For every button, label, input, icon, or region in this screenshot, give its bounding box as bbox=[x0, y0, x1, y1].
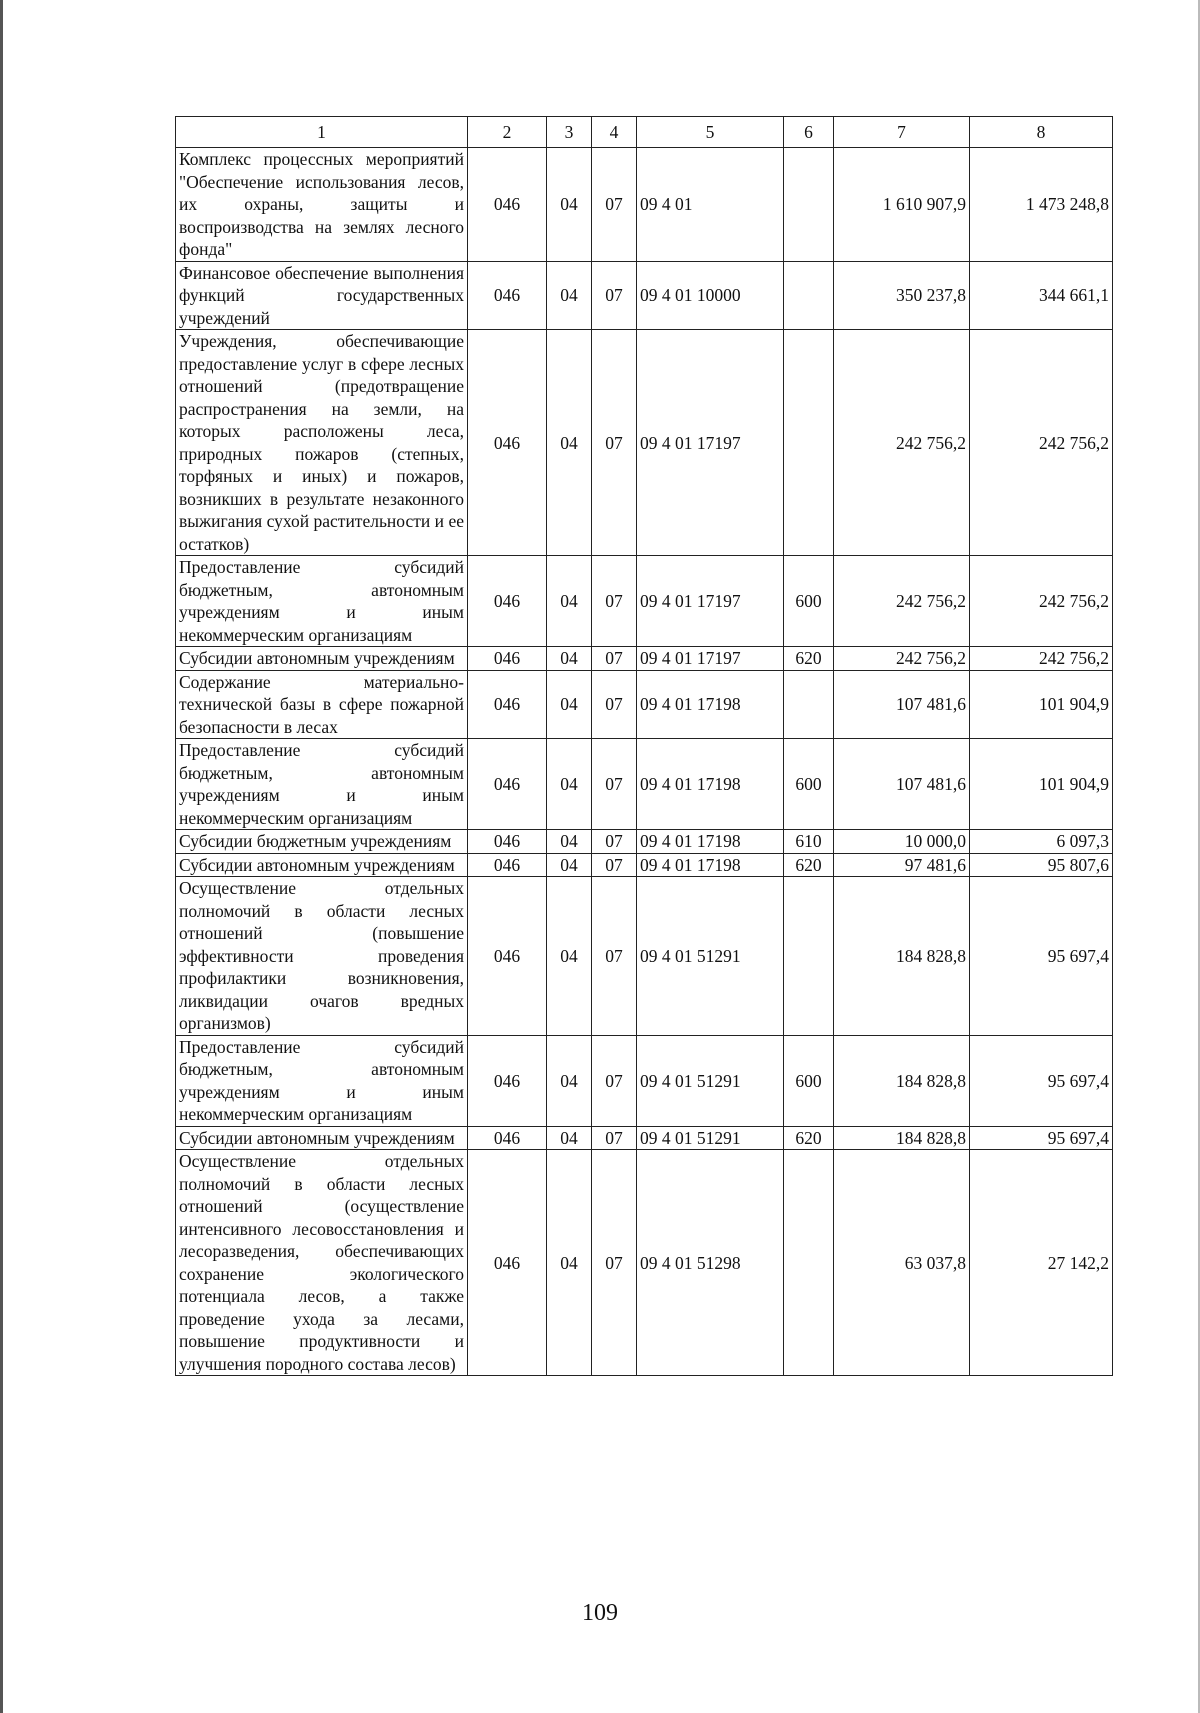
subsection-code: 07 bbox=[592, 830, 637, 854]
table-row bbox=[176, 647, 1113, 671]
subsection-code: 07 bbox=[592, 877, 637, 1036]
section-code: 04 bbox=[547, 647, 592, 671]
target-article-code: 09 4 01 17197 bbox=[637, 330, 784, 556]
row-name: Осуществление отдельных полномочий в области лесных отношений (повышение эффективности проведения профилактики возникновения, ликвидации очагов вредных организмов) bbox=[176, 877, 468, 1036]
amount-col8: 95 697,4 bbox=[970, 1035, 1113, 1126]
amount-col8: 242 756,2 bbox=[970, 556, 1113, 647]
section-code: 04 bbox=[547, 739, 592, 830]
ministry-code: 046 bbox=[468, 556, 547, 647]
row-name: Предоставление субсидий бюджетным, автономным учреждениям и иным некоммерческим организациям bbox=[176, 556, 468, 647]
row-name: Осуществление отдельных полномочий в области лесных отношений (осуществление интенсивного лесовосстановления и лесоразведения, обеспечивающих сохранение экологического потенциала лесов, а также проведение ухода за лесами, повышение продуктивности и улучшения породного состава лесов) bbox=[176, 1150, 468, 1376]
col-header-4: 4 bbox=[592, 117, 637, 148]
ministry-code: 046 bbox=[468, 647, 547, 671]
row-name: Учреждения, обеспечивающие предоставление услуг в сфере лесных отношений (предотвращение распространения на земли, на которых расположены леса, природных пожаров (степных, торфяных и иных) и пожаров, возникших в результате незаконного выжигания сухой растительности и ее остатков) bbox=[176, 330, 468, 556]
table-row bbox=[176, 148, 1113, 262]
amount-col8: 95 697,4 bbox=[970, 1126, 1113, 1150]
amount-col7: 107 481,6 bbox=[834, 670, 970, 739]
target-article-code: 09 4 01 17198 bbox=[637, 853, 784, 877]
expense-type-code: 620 bbox=[784, 647, 834, 671]
subsection-code: 07 bbox=[592, 556, 637, 647]
subsection-code: 07 bbox=[592, 647, 637, 671]
target-article-code: 09 4 01 17197 bbox=[637, 647, 784, 671]
table-row bbox=[176, 330, 1113, 556]
row-name: Субсидии бюджетным учреждениям bbox=[176, 830, 468, 854]
table-row bbox=[176, 556, 1113, 647]
ministry-code: 046 bbox=[468, 670, 547, 739]
section-code: 04 bbox=[547, 261, 592, 330]
amount-col8: 101 904,9 bbox=[970, 670, 1113, 739]
budget-table bbox=[175, 116, 1113, 1376]
table-row bbox=[176, 877, 1113, 1036]
subsection-code: 07 bbox=[592, 670, 637, 739]
section-code: 04 bbox=[547, 830, 592, 854]
amount-col8: 95 697,4 bbox=[970, 877, 1113, 1036]
target-article-code: 09 4 01 51291 bbox=[637, 877, 784, 1036]
table-row bbox=[176, 853, 1113, 877]
subsection-code: 07 bbox=[592, 1035, 637, 1126]
subsection-code: 07 bbox=[592, 1126, 637, 1150]
col-header-8: 8 bbox=[970, 117, 1113, 148]
expense-type-code: 600 bbox=[784, 1035, 834, 1126]
amount-col7: 184 828,8 bbox=[834, 877, 970, 1036]
col-header-7: 7 bbox=[834, 117, 970, 148]
section-code: 04 bbox=[547, 670, 592, 739]
amount-col7: 242 756,2 bbox=[834, 647, 970, 671]
target-article-code: 09 4 01 bbox=[637, 148, 784, 262]
target-article-code: 09 4 01 51291 bbox=[637, 1126, 784, 1150]
ministry-code: 046 bbox=[468, 830, 547, 854]
amount-col7: 242 756,2 bbox=[834, 556, 970, 647]
amount-col7: 1 610 907,9 bbox=[834, 148, 970, 262]
table-row bbox=[176, 670, 1113, 739]
subsection-code: 07 bbox=[592, 330, 637, 556]
ministry-code: 046 bbox=[468, 853, 547, 877]
col-header-2: 2 bbox=[468, 117, 547, 148]
scan-left-edge bbox=[0, 0, 3, 1713]
amount-col7: 184 828,8 bbox=[834, 1035, 970, 1126]
amount-col7: 10 000,0 bbox=[834, 830, 970, 854]
row-name: Финансовое обеспечение выполнения функций государственных учреждений bbox=[176, 261, 468, 330]
expense-type-code: 610 bbox=[784, 830, 834, 854]
section-code: 04 bbox=[547, 556, 592, 647]
subsection-code: 07 bbox=[592, 148, 637, 262]
col-header-1: 1 bbox=[176, 117, 468, 148]
target-article-code: 09 4 01 17198 bbox=[637, 739, 784, 830]
target-article-code: 09 4 01 17198 bbox=[637, 830, 784, 854]
row-name: Комплекс процессных мероприятий "Обеспечение использования лесов, их охраны, защиты и воспроизводства на землях лесного фонда" bbox=[176, 148, 468, 262]
ministry-code: 046 bbox=[468, 148, 547, 262]
table-row bbox=[176, 1126, 1113, 1150]
target-article-code: 09 4 01 10000 bbox=[637, 261, 784, 330]
expense-type-code bbox=[784, 261, 834, 330]
subsection-code: 07 bbox=[592, 261, 637, 330]
row-name: Предоставление субсидий бюджетным, автономным учреждениям и иным некоммерческим организациям bbox=[176, 739, 468, 830]
col-header-3: 3 bbox=[547, 117, 592, 148]
subsection-code: 07 bbox=[592, 739, 637, 830]
section-code: 04 bbox=[547, 1126, 592, 1150]
header-row bbox=[176, 117, 1113, 148]
table-row bbox=[176, 261, 1113, 330]
expense-type-code: 620 bbox=[784, 853, 834, 877]
row-name: Субсидии автономным учреждениям bbox=[176, 647, 468, 671]
expense-type-code bbox=[784, 148, 834, 262]
amount-col8: 1 473 248,8 bbox=[970, 148, 1113, 262]
table-row bbox=[176, 739, 1113, 830]
section-code: 04 bbox=[547, 1150, 592, 1376]
amount-col8: 344 661,1 bbox=[970, 261, 1113, 330]
col-header-5: 5 bbox=[637, 117, 784, 148]
expense-type-code: 620 bbox=[784, 1126, 834, 1150]
ministry-code: 046 bbox=[468, 1126, 547, 1150]
target-article-code: 09 4 01 51298 bbox=[637, 1150, 784, 1376]
amount-col8: 95 807,6 bbox=[970, 853, 1113, 877]
row-name: Субсидии автономным учреждениям bbox=[176, 1126, 468, 1150]
col-header-6: 6 bbox=[784, 117, 834, 148]
row-name: Предоставление субсидий бюджетным, автономным учреждениям и иным некоммерческим организациям bbox=[176, 1035, 468, 1126]
ministry-code: 046 bbox=[468, 877, 547, 1036]
amount-col7: 350 237,8 bbox=[834, 261, 970, 330]
ministry-code: 046 bbox=[468, 330, 547, 556]
amount-col7: 242 756,2 bbox=[834, 330, 970, 556]
expense-type-code bbox=[784, 877, 834, 1036]
subsection-code: 07 bbox=[592, 1150, 637, 1376]
page-number: 109 bbox=[582, 1600, 618, 1626]
section-code: 04 bbox=[547, 330, 592, 556]
ministry-code: 046 bbox=[468, 1150, 547, 1376]
target-article-code: 09 4 01 17197 bbox=[637, 556, 784, 647]
table-row bbox=[176, 1035, 1113, 1126]
expense-type-code: 600 bbox=[784, 739, 834, 830]
row-name: Содержание материально-технической базы в сфере пожарной безопасности в лесах bbox=[176, 670, 468, 739]
amount-col8: 242 756,2 bbox=[970, 647, 1113, 671]
row-name: Субсидии автономным учреждениям bbox=[176, 853, 468, 877]
target-article-code: 09 4 01 17198 bbox=[637, 670, 784, 739]
amount-col8: 242 756,2 bbox=[970, 330, 1113, 556]
ministry-code: 046 bbox=[468, 1035, 547, 1126]
amount-col7: 97 481,6 bbox=[834, 853, 970, 877]
amount-col7: 63 037,8 bbox=[834, 1150, 970, 1376]
ministry-code: 046 bbox=[468, 739, 547, 830]
table-row bbox=[176, 1150, 1113, 1376]
expense-type-code bbox=[784, 330, 834, 556]
section-code: 04 bbox=[547, 853, 592, 877]
amount-col7: 107 481,6 bbox=[834, 739, 970, 830]
amount-col7: 184 828,8 bbox=[834, 1126, 970, 1150]
ministry-code: 046 bbox=[468, 261, 547, 330]
subsection-code: 07 bbox=[592, 853, 637, 877]
expense-type-code bbox=[784, 1150, 834, 1376]
section-code: 04 bbox=[547, 1035, 592, 1126]
target-article-code: 09 4 01 51291 bbox=[637, 1035, 784, 1126]
expense-type-code bbox=[784, 670, 834, 739]
amount-col8: 6 097,3 bbox=[970, 830, 1113, 854]
expense-type-code: 600 bbox=[784, 556, 834, 647]
section-code: 04 bbox=[547, 877, 592, 1036]
table-row bbox=[176, 830, 1113, 854]
amount-col8: 27 142,2 bbox=[970, 1150, 1113, 1376]
amount-col8: 101 904,9 bbox=[970, 739, 1113, 830]
section-code: 04 bbox=[547, 148, 592, 262]
